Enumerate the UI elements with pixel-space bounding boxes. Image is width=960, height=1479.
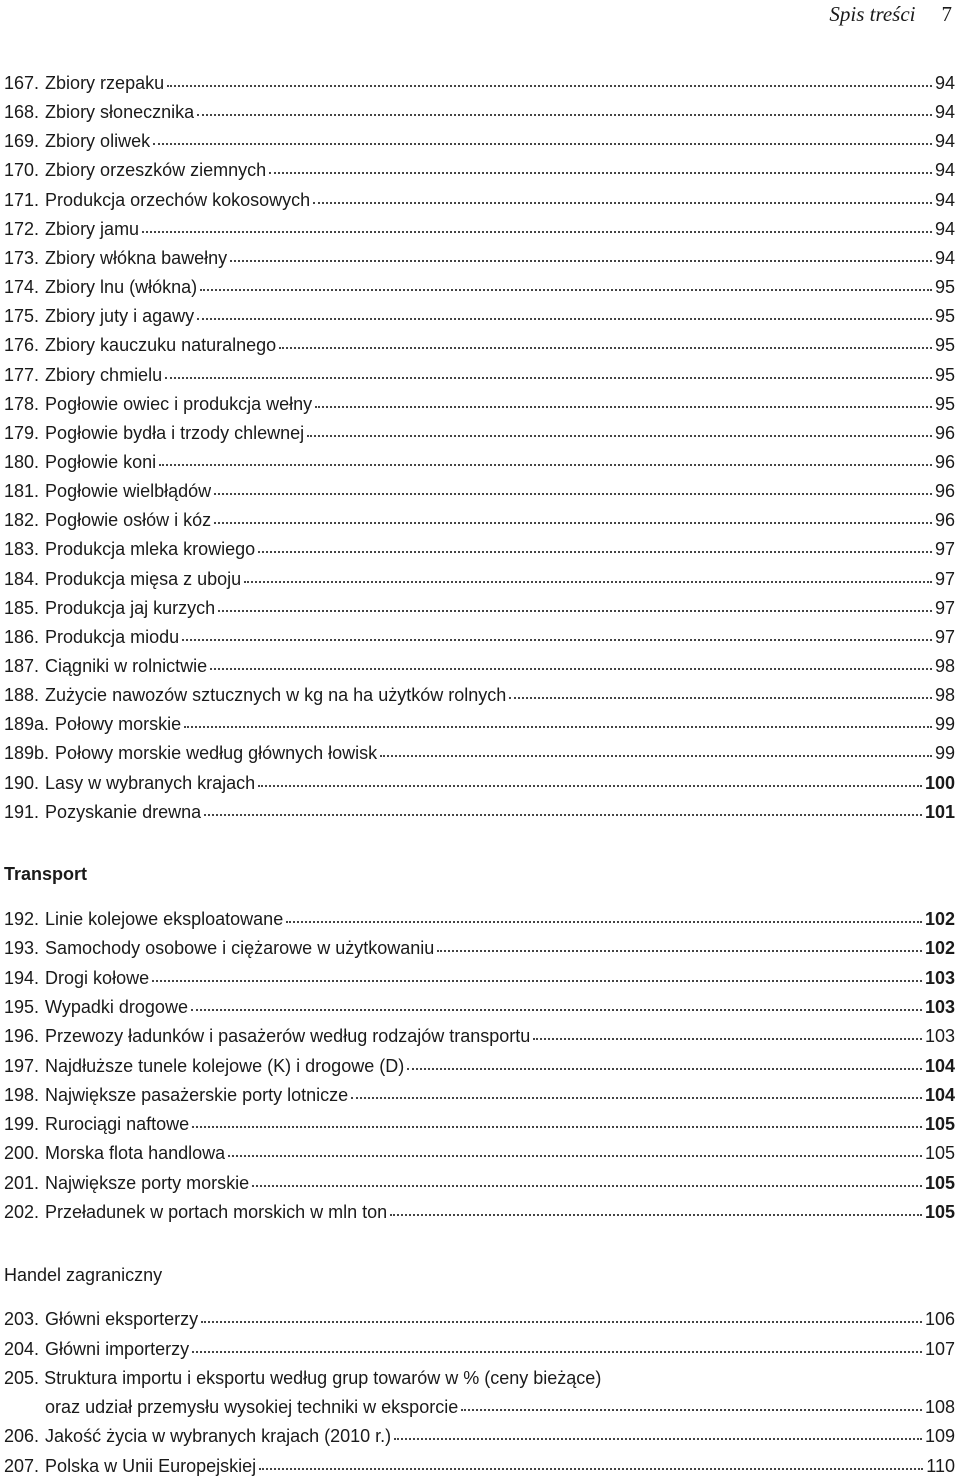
toc-entry-number: 182.	[4, 510, 40, 531]
dot-leader	[191, 1009, 922, 1011]
header-title: Spis treści	[829, 2, 916, 26]
toc-entry-title: Morska flota handlowa	[45, 1143, 226, 1164]
toc-entry-number: 191.	[4, 801, 40, 822]
dot-leader	[192, 1126, 922, 1128]
toc-entry-page: 102	[924, 909, 955, 929]
toc-entry-number: 199.	[4, 1114, 40, 1135]
dot-leader	[437, 950, 922, 952]
toc-entry-page: 104	[924, 1084, 955, 1105]
toc-entry[interactable]	[4, 740, 955, 766]
dot-leader	[165, 377, 932, 379]
toc-entry[interactable]	[4, 1111, 955, 1137]
toc-entry-title: Rurociągi naftowe	[45, 1114, 190, 1135]
toc-entry-205-first-line[interactable]	[4, 1365, 601, 1391]
toc-entry-page: 105	[924, 1143, 955, 1164]
toc-entry[interactable]	[4, 536, 955, 562]
toc-entry-title: Zbiory juty i agawy	[45, 306, 195, 327]
toc-entry-page: 104	[924, 1055, 955, 1076]
toc-entry-page: 95	[934, 393, 955, 414]
dot-leader	[315, 406, 932, 408]
dot-leader	[509, 697, 932, 699]
toc-entry-number: 169.	[4, 131, 40, 152]
toc-entry-number: 207.	[4, 1455, 40, 1476]
toc-entry[interactable]	[4, 799, 955, 825]
toc-entry-title: Ciągniki w rolnictwie	[45, 656, 208, 676]
dot-leader	[533, 1038, 922, 1040]
toc-entry-page: 94	[934, 102, 955, 123]
toc-entry-title: Zbiory jamu	[45, 218, 140, 239]
dot-leader	[218, 610, 932, 612]
toc-entry-number: 175.	[4, 306, 40, 327]
toc-entry[interactable]	[4, 128, 955, 154]
toc-entry-number: 206.	[4, 1426, 40, 1446]
toc-entry-number: 189a.	[4, 714, 50, 735]
toc-entry[interactable]	[4, 965, 955, 991]
toc-entry-number: 205.	[4, 1368, 40, 1388]
toc-entry-page: 96	[934, 451, 955, 472]
dot-leader	[197, 114, 932, 116]
toc-entry-number: 196.	[4, 1026, 40, 1047]
toc-entry-number: 173.	[4, 247, 40, 268]
toc-entry-number: 179.	[4, 422, 40, 443]
dot-leader	[230, 260, 932, 262]
toc-entry[interactable]	[4, 906, 955, 932]
toc-entry[interactable]	[4, 187, 955, 213]
toc-entry-page: 100	[924, 772, 955, 793]
toc-entry-title: Główni importerzy	[45, 1338, 190, 1359]
toc-entry-number: 181.	[4, 481, 40, 502]
dot-leader	[167, 85, 932, 87]
toc-entry-page: 105	[924, 1172, 955, 1193]
toc-entry-page: 94	[934, 160, 955, 181]
toc-entry-title: Zbiory rzepaku	[45, 73, 165, 93]
toc-entry-number: 178.	[4, 393, 40, 414]
toc-entry-number: 201.	[4, 1172, 40, 1193]
toc-entry-title: Samochody osobowe i ciężarowe w użytkowaniu	[45, 938, 435, 959]
toc-entry-number: 189b.	[4, 743, 50, 764]
toc-entry-page: 103	[924, 1026, 955, 1047]
toc-entry[interactable]	[4, 1023, 955, 1049]
dot-leader	[252, 1185, 922, 1187]
toc-entry-title: Pogłowie osłów i kóz	[45, 510, 212, 531]
toc-entry-title: Drogi kołowe	[45, 967, 150, 988]
toc-entry-title: Produkcja jaj kurzych	[45, 597, 216, 618]
running-header	[829, 2, 952, 26]
toc-entry[interactable]	[4, 216, 955, 242]
toc-entry[interactable]	[4, 1170, 955, 1196]
dot-leader	[259, 1468, 923, 1470]
toc-entry-page: 109	[924, 1426, 955, 1446]
toc-entry[interactable]	[4, 1053, 955, 1079]
toc-entry-title: Pogłowie koni	[45, 451, 157, 472]
toc-entry-page: 103	[924, 967, 955, 988]
toc-entry-page: 94	[934, 131, 955, 152]
toc-entry-number: 185.	[4, 597, 40, 618]
toc-entry[interactable]	[4, 935, 955, 961]
dot-leader	[269, 172, 932, 174]
toc-entry-number: 171.	[4, 189, 40, 210]
toc-entry-number: 193.	[4, 938, 40, 959]
toc-entry[interactable]	[4, 99, 955, 125]
toc-entry-page: 102	[924, 938, 955, 959]
dot-leader	[313, 202, 932, 204]
toc-entry[interactable]	[4, 1306, 955, 1332]
toc-entry[interactable]	[4, 1336, 955, 1362]
toc-entry-title-line2: oraz udział przemysłu wysokiej techniki w eksporcie	[45, 1397, 459, 1417]
toc-entry-page: 96	[934, 481, 955, 502]
toc-entry-page: 96	[934, 422, 955, 443]
dot-leader	[204, 814, 922, 816]
dot-leader	[197, 318, 932, 320]
toc-entry-title-line1: Struktura importu i eksportu według grup towarów w % (ceny bieżące)	[44, 1368, 602, 1388]
toc-entry-title: Zużycie nawozów sztucznych w kg na ha użytków rolnych	[45, 685, 507, 706]
toc-entry-page: 98	[934, 656, 955, 676]
toc-entry-title: Przewozy ładunków i pasażerów według rodzajów transportu	[45, 1026, 531, 1047]
toc-entry-page: 99	[934, 743, 955, 764]
dot-leader	[182, 639, 932, 641]
toc-entry[interactable]	[4, 274, 955, 300]
toc-entry-title: Przeładunek w portach morskich w mln ton	[45, 1202, 388, 1222]
toc-entry[interactable]	[4, 1423, 955, 1449]
toc-entry-title: Linie kolejowe eksploatowane	[45, 909, 284, 929]
toc-entry-number: 202.	[4, 1202, 40, 1222]
toc-entry-title: Polska w Unii Europejskiej	[45, 1455, 257, 1476]
toc-entry-number: 188.	[4, 685, 40, 706]
toc-entry-page: 97	[934, 626, 955, 647]
toc-entry-number: 194.	[4, 967, 40, 988]
toc-entry-page: 105	[924, 1114, 955, 1135]
toc-entry-number: 170.	[4, 160, 40, 181]
dot-leader	[159, 464, 932, 466]
toc-entry-number: 172.	[4, 218, 40, 239]
toc-entry-title: Zbiory słonecznika	[45, 102, 195, 123]
toc-entry[interactable]	[4, 1453, 955, 1479]
toc-entry[interactable]	[4, 507, 955, 533]
dot-leader	[380, 755, 932, 757]
toc-entry-page: 107	[924, 1338, 955, 1359]
toc-entry[interactable]	[4, 391, 955, 417]
toc-entry-number: 203.	[4, 1309, 40, 1329]
dot-leader	[228, 1155, 922, 1157]
toc-entry-title: Produkcja orzechów kokosowych	[45, 189, 311, 210]
toc-entry-page: 94	[934, 218, 955, 239]
toc-entry-number: 197.	[4, 1055, 40, 1076]
toc-entry-number: 186.	[4, 626, 40, 647]
toc-entry-page: 97	[934, 539, 955, 560]
toc-entry-page: 95	[934, 335, 955, 356]
toc-entry-title: Główni eksporterzy	[45, 1309, 199, 1329]
toc-entry-title: Zbiory chmielu	[45, 364, 163, 385]
toc-entry-page: 95	[934, 277, 955, 298]
dot-leader	[351, 1097, 922, 1099]
toc-entry-title: Najdłuższe tunele kolejowe (K) i drogowe (D)	[45, 1055, 405, 1076]
section-heading-transport: Transport	[4, 864, 88, 884]
toc-entry-page: 99	[934, 714, 955, 735]
toc-entry-title: Produkcja mleka krowiego	[45, 539, 256, 560]
toc-entry-title: Połowy morskie	[55, 714, 182, 735]
toc-entry-number: 204.	[4, 1338, 40, 1359]
toc-entry[interactable]	[4, 682, 955, 708]
toc-entry[interactable]	[4, 1199, 955, 1225]
toc-entry-number: 192.	[4, 909, 40, 929]
toc-entry-title: Produkcja mięsa z uboju	[45, 568, 242, 589]
toc-entry-page: 94	[934, 247, 955, 268]
toc-entry-title: Zbiory włókna bawełny	[45, 247, 228, 268]
toc-entry[interactable]	[4, 332, 955, 358]
dot-leader	[201, 1321, 922, 1323]
toc-entry[interactable]	[4, 449, 955, 475]
toc-entry-title: Zbiory kauczuku naturalnego	[45, 335, 277, 356]
dot-leader	[394, 1438, 922, 1440]
toc-entry-number: 177.	[4, 364, 40, 385]
toc-entry-page: 97	[934, 568, 955, 589]
toc-entry-number: 187.	[4, 656, 40, 676]
toc-entry-title: Największe pasażerskie porty lotnicze	[45, 1084, 349, 1105]
toc-entry-number: 200.	[4, 1143, 40, 1164]
toc-entry-title: Pozyskanie drewna	[45, 801, 202, 822]
toc-entry[interactable]	[4, 1140, 955, 1166]
toc-entry-title: Produkcja miodu	[45, 626, 180, 647]
dot-leader	[407, 1068, 922, 1070]
toc-entry-number: 180.	[4, 451, 40, 472]
toc-entry-title: Zbiory lnu (włókna)	[45, 277, 198, 298]
toc-entry-title: Pogłowie owiec i produkcja wełny	[45, 393, 313, 414]
toc-entry-title: Zbiory orzeszków ziemnych	[45, 160, 267, 181]
toc-entry-title: Największe porty morskie	[45, 1172, 250, 1193]
toc-entry-number: 168.	[4, 102, 40, 123]
toc-entry[interactable]	[4, 70, 955, 96]
dot-leader	[279, 347, 932, 349]
toc-entry-title: Wypadki drogowe	[45, 996, 188, 1017]
dot-leader	[258, 551, 932, 553]
toc-entry-page: 110	[926, 1455, 955, 1476]
dot-leader	[244, 581, 932, 583]
toc-entry-page: 95	[934, 306, 955, 327]
toc-entry[interactable]	[4, 420, 955, 446]
toc-entry-page: 101	[924, 801, 955, 822]
toc-entry[interactable]	[4, 994, 955, 1020]
dot-leader	[153, 143, 932, 145]
toc-entry-number: 190.	[4, 772, 40, 793]
dot-leader	[214, 522, 932, 524]
toc-entry-title: Pogłowie bydła i trzody chlewnej	[45, 422, 305, 443]
toc-entry[interactable]	[4, 595, 955, 621]
toc-entry-number: 167.	[4, 73, 40, 93]
dot-leader	[307, 435, 932, 437]
header-page-number: 7	[941, 2, 952, 26]
dot-leader	[192, 1351, 922, 1353]
toc-entry-page: 105	[924, 1202, 955, 1222]
toc-entry-title: Połowy morskie według głównych łowisk	[55, 743, 378, 764]
toc-entry-page: 106	[924, 1309, 955, 1329]
dot-leader	[390, 1214, 922, 1216]
toc-entry-page: 98	[934, 685, 955, 706]
toc-entry[interactable]	[4, 245, 955, 271]
toc-entry-number: 184.	[4, 568, 40, 589]
toc-entry-page: 97	[934, 597, 955, 618]
toc-entry[interactable]	[4, 478, 955, 504]
toc-entry-page: 96	[934, 510, 955, 531]
toc-entry-title: Pogłowie wielbłądów	[45, 481, 212, 502]
toc-entry[interactable]	[4, 653, 955, 679]
dot-leader	[142, 231, 932, 233]
toc-entry[interactable]	[4, 711, 955, 737]
toc-entry-title: Lasy w wybranych krajach	[45, 772, 256, 793]
toc-entry[interactable]	[4, 624, 955, 650]
toc-entry-title: Jakość życia w wybranych krajach (2010 r.)	[45, 1426, 392, 1446]
dot-leader	[210, 668, 932, 670]
dot-leader	[461, 1409, 922, 1411]
toc-entry[interactable]	[4, 362, 955, 388]
toc-entry-205-second-line[interactable]	[4, 1394, 955, 1420]
dot-leader	[152, 980, 922, 982]
dot-leader	[286, 921, 922, 923]
toc-entry-number: 183.	[4, 539, 40, 560]
toc-entry-page: 94	[934, 73, 955, 93]
dot-leader	[258, 785, 922, 787]
toc-entry-number: 176.	[4, 335, 40, 356]
toc-entry-page: 95	[934, 364, 955, 385]
toc-entry[interactable]	[4, 157, 955, 183]
toc-entry-number: 174.	[4, 277, 40, 298]
dot-leader	[184, 726, 932, 728]
toc-entry-number: 198.	[4, 1084, 40, 1105]
toc-entry[interactable]	[4, 1082, 955, 1108]
toc-entry[interactable]	[4, 566, 955, 592]
section-heading-trade: Handel zagraniczny	[4, 1265, 163, 1285]
toc-entry-page: 94	[934, 189, 955, 210]
toc-entry-number: 195.	[4, 996, 40, 1017]
toc-entry[interactable]	[4, 770, 955, 796]
toc-entry-title: Zbiory oliwek	[45, 131, 151, 152]
dot-leader	[200, 289, 932, 291]
toc-entry-page: 103	[924, 996, 955, 1017]
toc-entry-page: 108	[924, 1397, 955, 1417]
toc-entry[interactable]	[4, 303, 955, 329]
dot-leader	[214, 493, 932, 495]
